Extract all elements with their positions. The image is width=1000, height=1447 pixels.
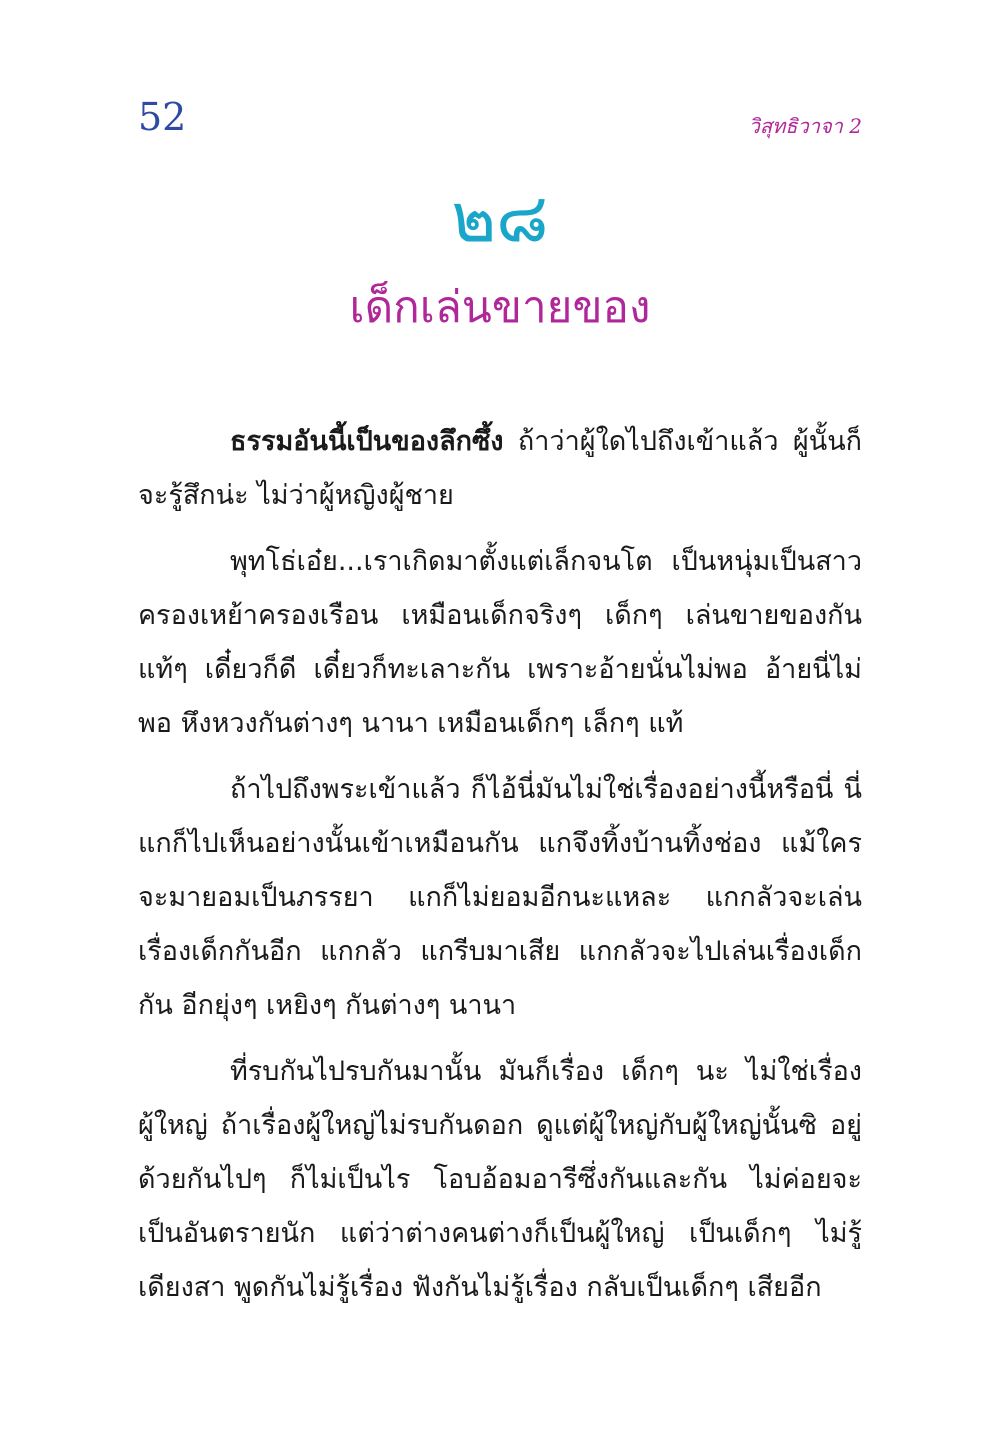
paragraph-text: ถ้าว่าผู้ใดไปถึงเข้าแล้ว ผู้นั้นก็จะรู้สึกน่ะ ไม่ว่าผู้หญิงผู้ชาย bbox=[138, 426, 862, 511]
paragraph-lead-bold: ธรรมอันนี้เป็นของลึกซึ้ง bbox=[230, 426, 504, 457]
chapter-number: ๒๘ bbox=[451, 179, 549, 258]
paragraph-2: พุทโธ่เอ๋ย...เราเกิดมาตั้งแต่เล็กจนโต เป็นหนุ่มเป็นสาว ครองเหย้าครองเรือน เหมือนเด็กจริงๆ เด็กๆ เล่นขายของกันแท้ๆ เดี๋ยวก็ดี เดี๋ยวก็ทะเลาะกัน เพราะอ้ายนั่นไม่พอ อ้ายนี่ไม่พอ หึงหวงกันต่างๆ นานา เหมือนเด็กๆ เล็กๆ แท้ bbox=[138, 546, 862, 739]
paragraph-1 bbox=[138, 415, 862, 523]
paragraph-4: ที่รบกันไปรบกันมานั้น มันก็เรื่อง เด็กๆ นะ ไม่ใช่เรื่องผู้ใหญ่ ถ้าเรื่องผู้ใหญ่ไม่รบกันดอก ดูแต่ผู้ใหญ่กับผู้ใหญ่นั้นซิ อยู่ด้วยกันไปๆ ก็ไม่เป็นไร โอบอ้อมอารีซึ่งกันและกัน ไม่ค่อยจะเป็นอันตรายนัก แต่ว่าต่างคนต่างก็เป็นผู้ใหญ่ เป็นเด็กๆ ไม่รู้เดียงสา พูดกันไม่รู้เรื่อง ฟังกันไม่รู้เรื่อง กลับเป็นเด็กๆ เสียอีก bbox=[138, 1056, 862, 1303]
paragraph-3: ถ้าไปถึงพระเข้าแล้ว ก็ไอ้นี่มันไม่ใช่เรื่องอย่างนี้หรือนี่ นี่แกก็ไปเห็นอย่างนั้นเข้าเหมือนกัน แกจึงทิ้งบ้านทิ้งช่อง แม้ใครจะมายอมเป็นภรรยา แกก็ไม่ยอมอีกนะแหละ แกกลัวจะเล่น เรื่องเด็กกันอีก แกกลัว แกรีบมาเสีย แกกลัวจะไปเล่นเรื่องเด็กกัน อีกยุ่งๆ เหยิงๆ กันต่างๆ นานา bbox=[138, 774, 862, 1021]
running-header-book-title: วิสุทธิวาจา 2 bbox=[748, 114, 862, 138]
body-text bbox=[138, 415, 862, 1327]
chapter-title: เด็กเล่นขายของ bbox=[349, 282, 651, 333]
page-number: 52 bbox=[138, 95, 187, 139]
